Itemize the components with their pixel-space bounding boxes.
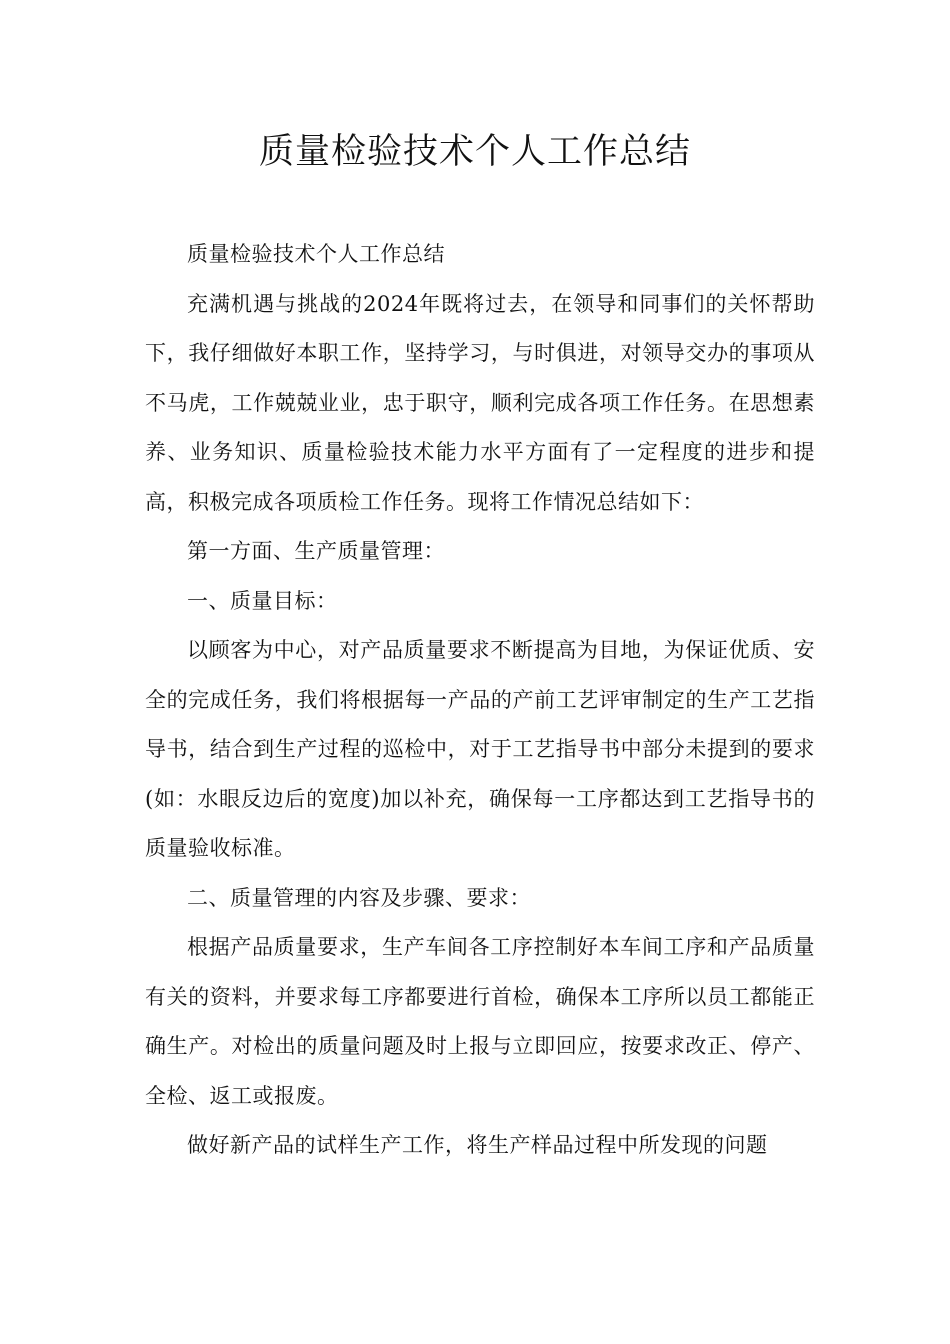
document-body	[145, 230, 815, 1171]
quality-goal-paragraph: 以顾客为中心，对产品质量要求不断提高为目地，为保证优质、安全的完成任务，我们将根据每一产品的产前工艺评审制定的生产工艺指导书，结合到生产过程的巡检中，对于工艺指导书中部分未提到的要求(如：水眼反边后的宽度)加以补充，确保每一工序都达到工艺指导书的质量验收标准。	[145, 638, 815, 860]
quality-management-paragraph: 根据产品质量要求，生产车间各工序控制好本车间工序和产品质量有关的资料，并要求每工序都要进行首检，确保本工序所以员工都能正确生产。对检出的质量问题及时上报与立即回应，按要求改正、停产、全检、返工或报废。	[145, 935, 815, 1108]
subsection-heading: 二、质量管理的内容及步骤、要求：	[187, 885, 531, 910]
intro-paragraph: 充满机遇与挑战的2024年既将过去，在领导和同事们的关怀帮助下，我仔细做好本职工作，坚持学习，与时俱进，对领导交办的事项从不马虎，工作兢兢业业，忠于职守，顺利完成各项工作任务。在思想素养、业务知识、质量检验技术能力水平方面有了一定程度的进步和提高，积极完成各项质检工作任务。现将工作情况总结如下：	[145, 291, 815, 514]
section-heading: 第一方面、生产质量管理：	[187, 539, 445, 563]
document-title: 质量检验技术个人工作总结	[258, 132, 691, 172]
new-product-paragraph: 做好新产品的试样生产工作，将生产样品过程中所发现的问题	[187, 1133, 768, 1157]
subsection-heading: 一、质量目标：	[187, 588, 338, 613]
subtitle-paragraph: 质量检验技术个人工作总结	[187, 242, 445, 266]
